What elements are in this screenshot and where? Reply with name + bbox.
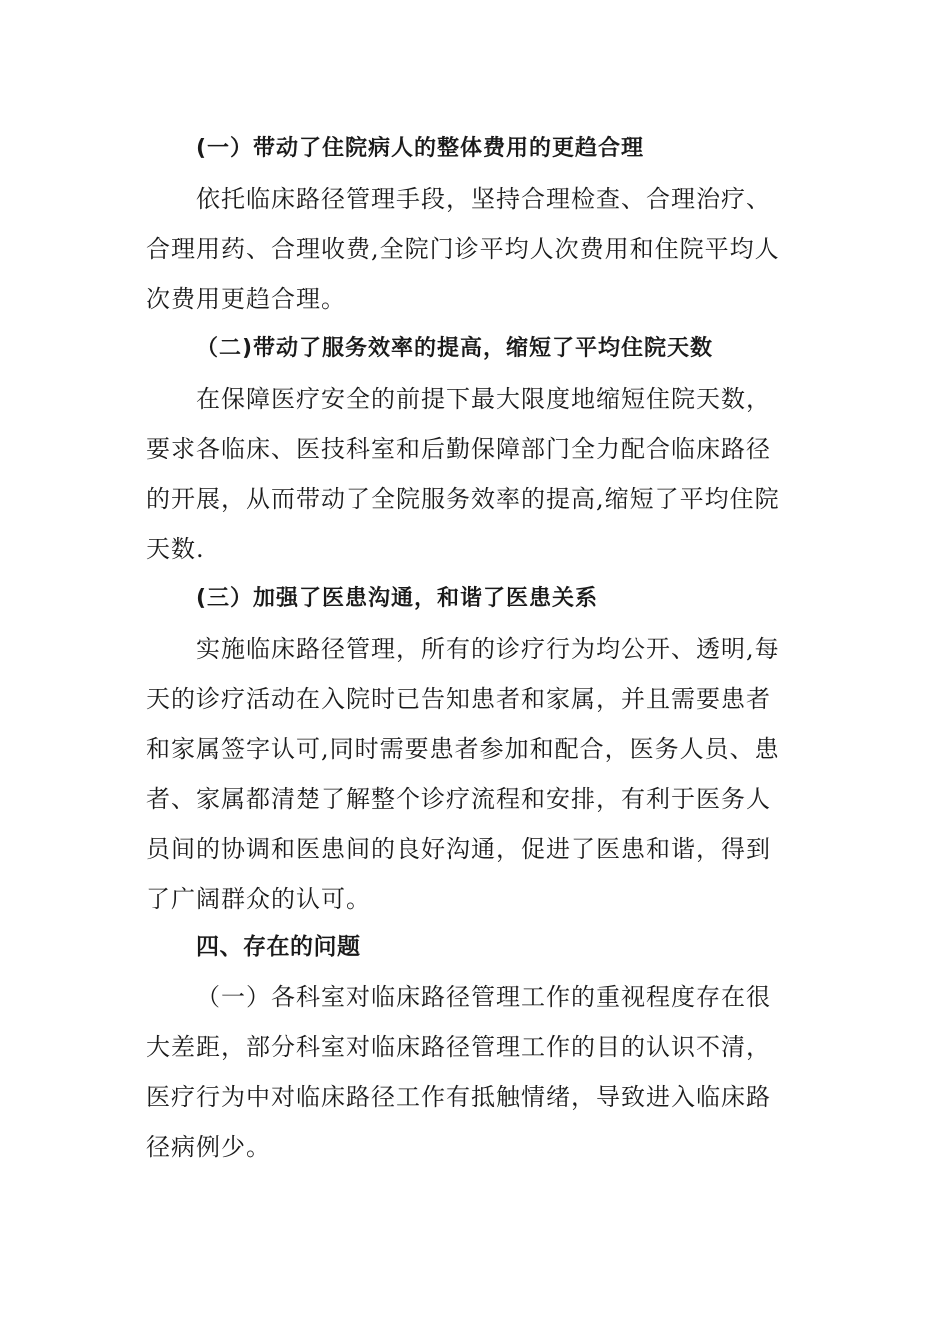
subheading-1: (一）带动了住院病人的整体费用的更趋合理 — [196, 136, 645, 161]
paragraph-3-line-1: 实施临床路径管理，所有的诊疗行为均公开、透明,每 — [196, 635, 780, 663]
paragraph-2-line-2: 要求各临床、医技科室和后勤保障部门全力配合临床路径 — [146, 435, 771, 463]
subheading-3: (三）加强了医患沟通，和谐了医患关系 — [196, 586, 599, 611]
paragraph-1-line-1: 依托临床路径管理手段，坚持合理检查、合理治疗、 — [196, 185, 771, 213]
paragraph-4-line-3: 医疗行为中对临床路径工作有抵触情绪，导致进入临床路 — [146, 1083, 771, 1111]
paragraph-3-line-2: 天的诊疗活动在入院时已告知患者和家属，并且需要患者 — [146, 685, 771, 713]
paragraph-2-line-1: 在保障医疗安全的前提下最大限度地缩短住院天数， — [196, 385, 771, 413]
paragraph-3-line-6: 了广阔群众的认可。 — [146, 885, 371, 913]
paragraph-3-line-5: 员间的协调和医患间的良好沟通，促进了医患和谐，得到 — [146, 835, 771, 863]
paragraph-3-line-4: 者、家属都清楚了解整个诊疗流程和安排，有利于医务人 — [146, 785, 771, 813]
paragraph-3-line-3: 和家属签字认可,同时需要患者参加和配合，医务人员、患 — [146, 735, 780, 763]
paragraph-2-line-4: 天数. — [146, 535, 205, 563]
paragraph-1-line-3: 次费用更趋合理。 — [146, 285, 346, 313]
paragraph-4-line-4: 径病例少。 — [146, 1133, 271, 1161]
paragraph-1-line-2: 合理用药、合理收费,全院门诊平均人次费用和住院平均人 — [146, 235, 780, 263]
subheading-2: （二)带动了服务效率的提高，缩短了平均住院天数 — [196, 336, 714, 361]
paragraph-4-line-2: 大差距，部分科室对临床路径管理工作的目的认识不清， — [146, 1033, 771, 1061]
paragraph-4-line-1: （一）各科室对临床路径管理工作的重视程度存在很 — [196, 983, 771, 1011]
section-heading-4: 四、存在的问题 — [196, 934, 361, 960]
paragraph-2-line-3: 的开展，从而带动了全院服务效率的提高,缩短了平均住院 — [146, 485, 780, 513]
